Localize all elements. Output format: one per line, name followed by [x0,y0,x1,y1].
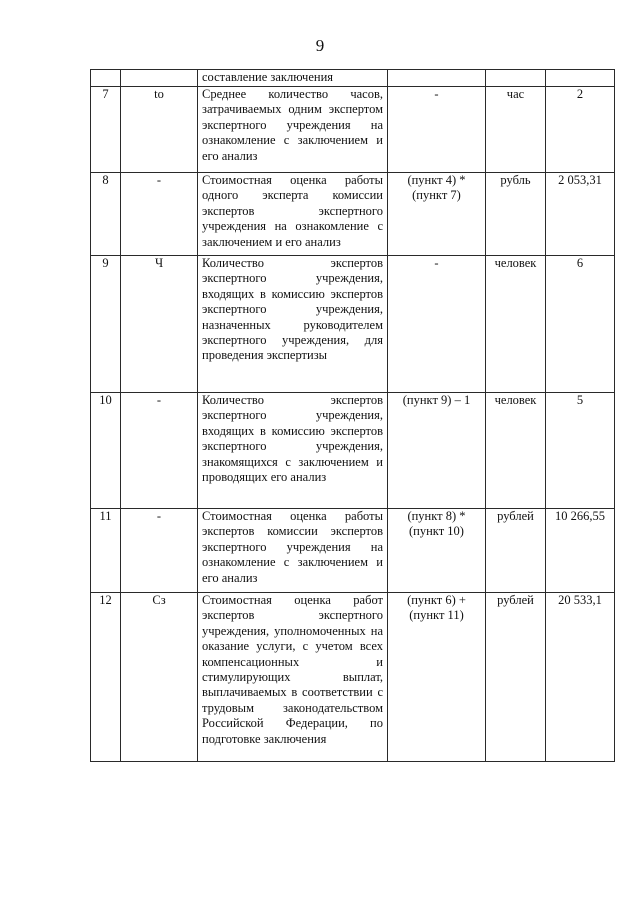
row-number-cell: 12 [91,593,121,762]
formula-line: (пункт 4) * [407,173,466,187]
value-cell: 10 266,55 [546,509,615,593]
unit-cell [486,70,546,87]
symbol-cell: - [121,509,198,593]
table-row [91,593,615,762]
unit-cell: человек [486,256,546,393]
formula-cell [388,256,486,393]
value-cell: 6 [546,256,615,393]
row-number-cell: 8 [91,173,121,256]
row-number-cell: 10 [91,393,121,509]
symbol-cell: Ч [121,256,198,393]
description-cell: Количество экспертов экспертного учреждения, входящих в комиссию экспертов экспертного учреждения, знакомящихся с заключением и проводящих его анализ [198,393,388,509]
symbol-cell: - [121,173,198,256]
value-cell: 5 [546,393,615,509]
value-cell: 2 [546,87,615,173]
description-cell: Количество экспертов экспертного учреждения, входящих в комиссию экспертов экспертного учреждения, назначенных руководителем экспертного учреждения, для проведения экспертизы [198,256,388,393]
table-row [91,509,615,593]
table-row [91,393,615,509]
table-row-continuation [91,70,615,87]
formula-cell [388,509,486,593]
value-cell [546,70,615,87]
description-cell: Стоимостная оценка работы экспертов комиссии экспертов экспертного учреждения на ознакомление с заключением и его анализ [198,509,388,593]
description-cell: Стоимостная оценка работ экспертов экспертного учреждения, уполномоченных на оказание услуги, с учетом всех компенсационных и стимулирующих выплат, выплачиваемых в соответствии с трудовым законодательством Российской Федерации, по подготовке заключения [198,593,388,762]
formula-cell [388,393,486,509]
description-cell: Стоимостная оценка работы одного эксперта комиссии экспертов экспертного учреждения на ознакомление с заключением и его анализ [198,173,388,256]
symbol-cell: to [121,87,198,173]
symbol-cell: - [121,393,198,509]
formula-line: (пункт 10) [409,524,464,539]
formula-line: (пункт 7) [412,188,461,203]
row-number-cell: 11 [91,509,121,593]
value-cell: 20 533,1 [546,593,615,762]
calculation-table [90,69,615,762]
value-cell: 2 053,31 [546,173,615,256]
formula-line: (пункт 6) + [407,593,466,607]
formula-line: - [434,256,439,270]
table-row [91,173,615,256]
formula-cell [388,173,486,256]
formula-line: (пункт 9) – 1 [402,393,471,407]
formula-line: (пункт 11) [409,608,464,623]
table-row [91,87,615,173]
formula-line: - [434,87,439,101]
row-number-cell: 7 [91,87,121,173]
unit-cell: рублей [486,509,546,593]
unit-cell: рублей [486,593,546,762]
description-cell: Среднее количество часов, затрачиваемых одним экспертом экспертного учреждения на ознакомление с заключением и его анализ [198,87,388,173]
unit-cell: рубль [486,173,546,256]
formula-line: (пункт 8) * [407,509,466,523]
unit-cell: человек [486,393,546,509]
formula-cell [388,593,486,762]
row-number-cell: 9 [91,256,121,393]
formula-cell [388,70,486,87]
table-row [91,256,615,393]
formula-cell [388,87,486,173]
unit-cell: час [486,87,546,173]
row-number-cell [91,70,121,87]
page-number: 9 [315,36,325,55]
description-cell: составление заключения [198,70,388,87]
symbol-cell: Сз [121,593,198,762]
symbol-cell [121,70,198,87]
